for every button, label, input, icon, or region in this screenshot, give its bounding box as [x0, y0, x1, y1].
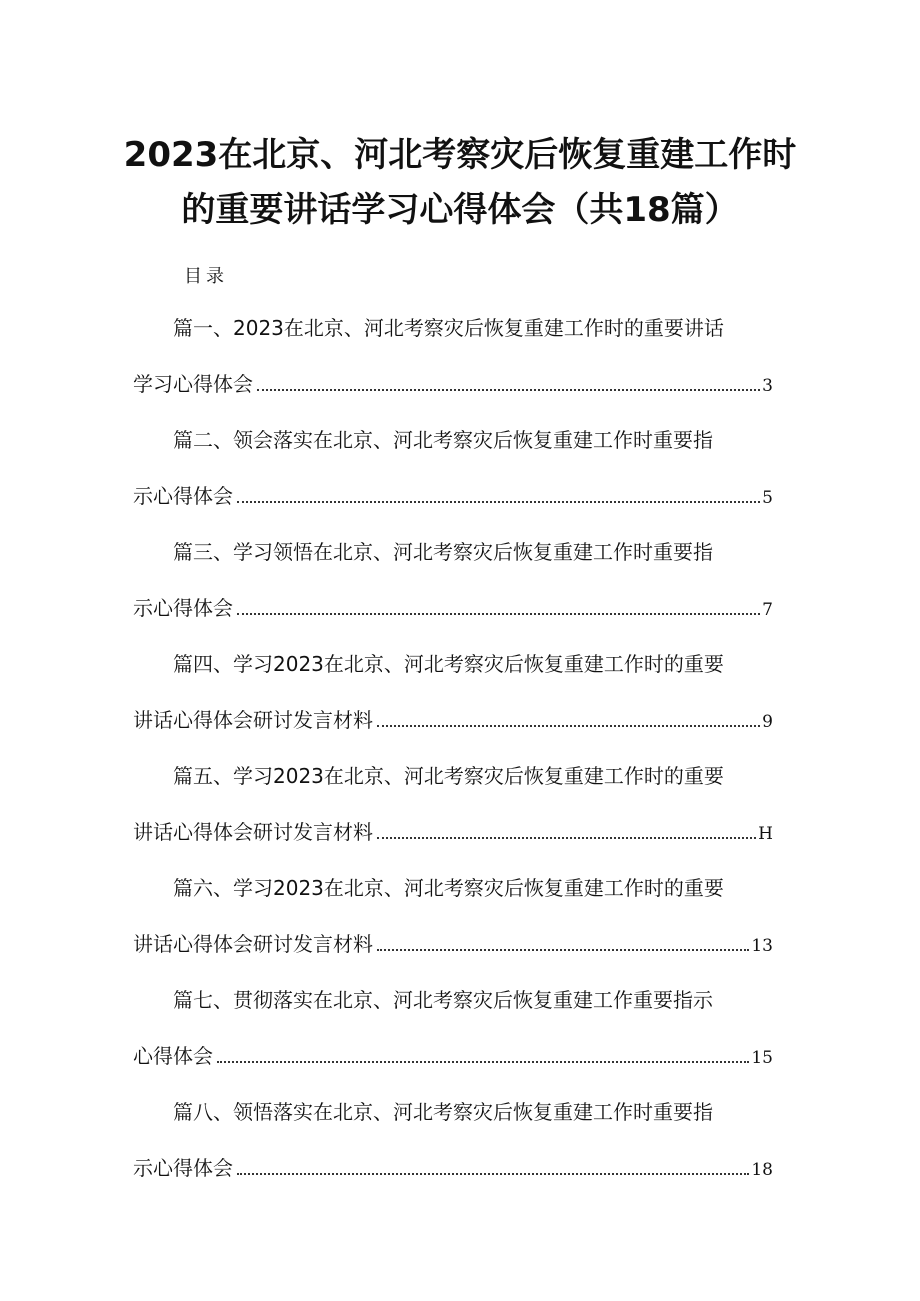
document-title — [110, 128, 810, 238]
toc-entry-2-title[interactable]: 篇二、领会落实在北京、河北考察灾后恢复重建工作时重要指 — [173, 428, 713, 452]
toc-entry-6-title[interactable]: 篇六、学习2023在北京、河北考察灾后恢复重建工作时的重要 — [173, 876, 724, 900]
toc-entry-7-title[interactable]: 篇七、贯彻落实在北京、河北考察灾后恢复重建工作重要指示 — [173, 988, 713, 1012]
dot-leader — [377, 836, 756, 839]
dot-leader — [377, 948, 749, 951]
toc-entry-3-continuation[interactable] — [133, 596, 773, 622]
toc-entry-8-title-end: 示心得体会 — [133, 1156, 233, 1180]
toc-entry-7-continuation[interactable] — [133, 1044, 773, 1070]
dot-leader — [237, 1172, 749, 1175]
toc-entry-7-page: 15 — [751, 1048, 773, 1068]
toc-entry-1-continuation[interactable] — [133, 372, 773, 398]
title-line-1: 2023在北京、河北考察灾后恢复重建工作时 — [123, 135, 797, 175]
toc-entry-7-title-end: 心得体会 — [133, 1044, 213, 1068]
toc-entry-6-title-end: 讲话心得体会研讨发言材料 — [133, 932, 373, 956]
dot-leader — [237, 500, 760, 503]
toc-entry-4-continuation[interactable] — [133, 708, 773, 734]
toc-heading: 目录 — [184, 266, 228, 287]
toc-entry-2-continuation[interactable] — [133, 484, 773, 510]
toc-entry-2-page: 5 — [762, 488, 773, 508]
toc-entry-5-continuation[interactable] — [133, 820, 773, 846]
dot-leader — [377, 724, 760, 727]
toc-entry-2-title-end: 示心得体会 — [133, 484, 233, 508]
toc-entry-1-page: 3 — [762, 376, 773, 396]
toc-entry-4-title-end: 讲话心得体会研讨发言材料 — [133, 708, 373, 732]
toc-entry-1-title[interactable]: 篇一、2023在北京、河北考察灾后恢复重建工作时的重要讲话 — [173, 316, 724, 340]
title-line-2: 的重要讲话学习心得体会（共18篇） — [181, 190, 739, 230]
toc-entry-5-page: H — [758, 824, 773, 844]
toc-entry-5-title[interactable]: 篇五、学习2023在北京、河北考察灾后恢复重建工作时的重要 — [173, 764, 724, 788]
toc-entry-4-page: 9 — [762, 712, 773, 732]
toc-entry-3-title-end: 示心得体会 — [133, 596, 233, 620]
dot-leader — [217, 1060, 749, 1063]
toc-entry-8-continuation[interactable] — [133, 1156, 773, 1182]
toc-entry-1-title-end: 学习心得体会 — [133, 372, 253, 396]
toc-entry-8-title[interactable]: 篇八、领悟落实在北京、河北考察灾后恢复重建工作时重要指 — [173, 1100, 713, 1124]
toc-entry-6-continuation[interactable] — [133, 932, 773, 958]
toc-entry-6-page: 13 — [751, 936, 773, 956]
toc-entry-3-page: 7 — [762, 600, 773, 620]
toc-entry-4-title[interactable]: 篇四、学习2023在北京、河北考察灾后恢复重建工作时的重要 — [173, 652, 724, 676]
toc-entry-5-title-end: 讲话心得体会研讨发言材料 — [133, 820, 373, 844]
dot-leader — [237, 612, 760, 615]
toc-entry-8-page: 18 — [751, 1160, 773, 1180]
dot-leader — [257, 388, 760, 391]
toc-entry-3-title[interactable]: 篇三、学习领悟在北京、河北考察灾后恢复重建工作时重要指 — [173, 540, 713, 564]
